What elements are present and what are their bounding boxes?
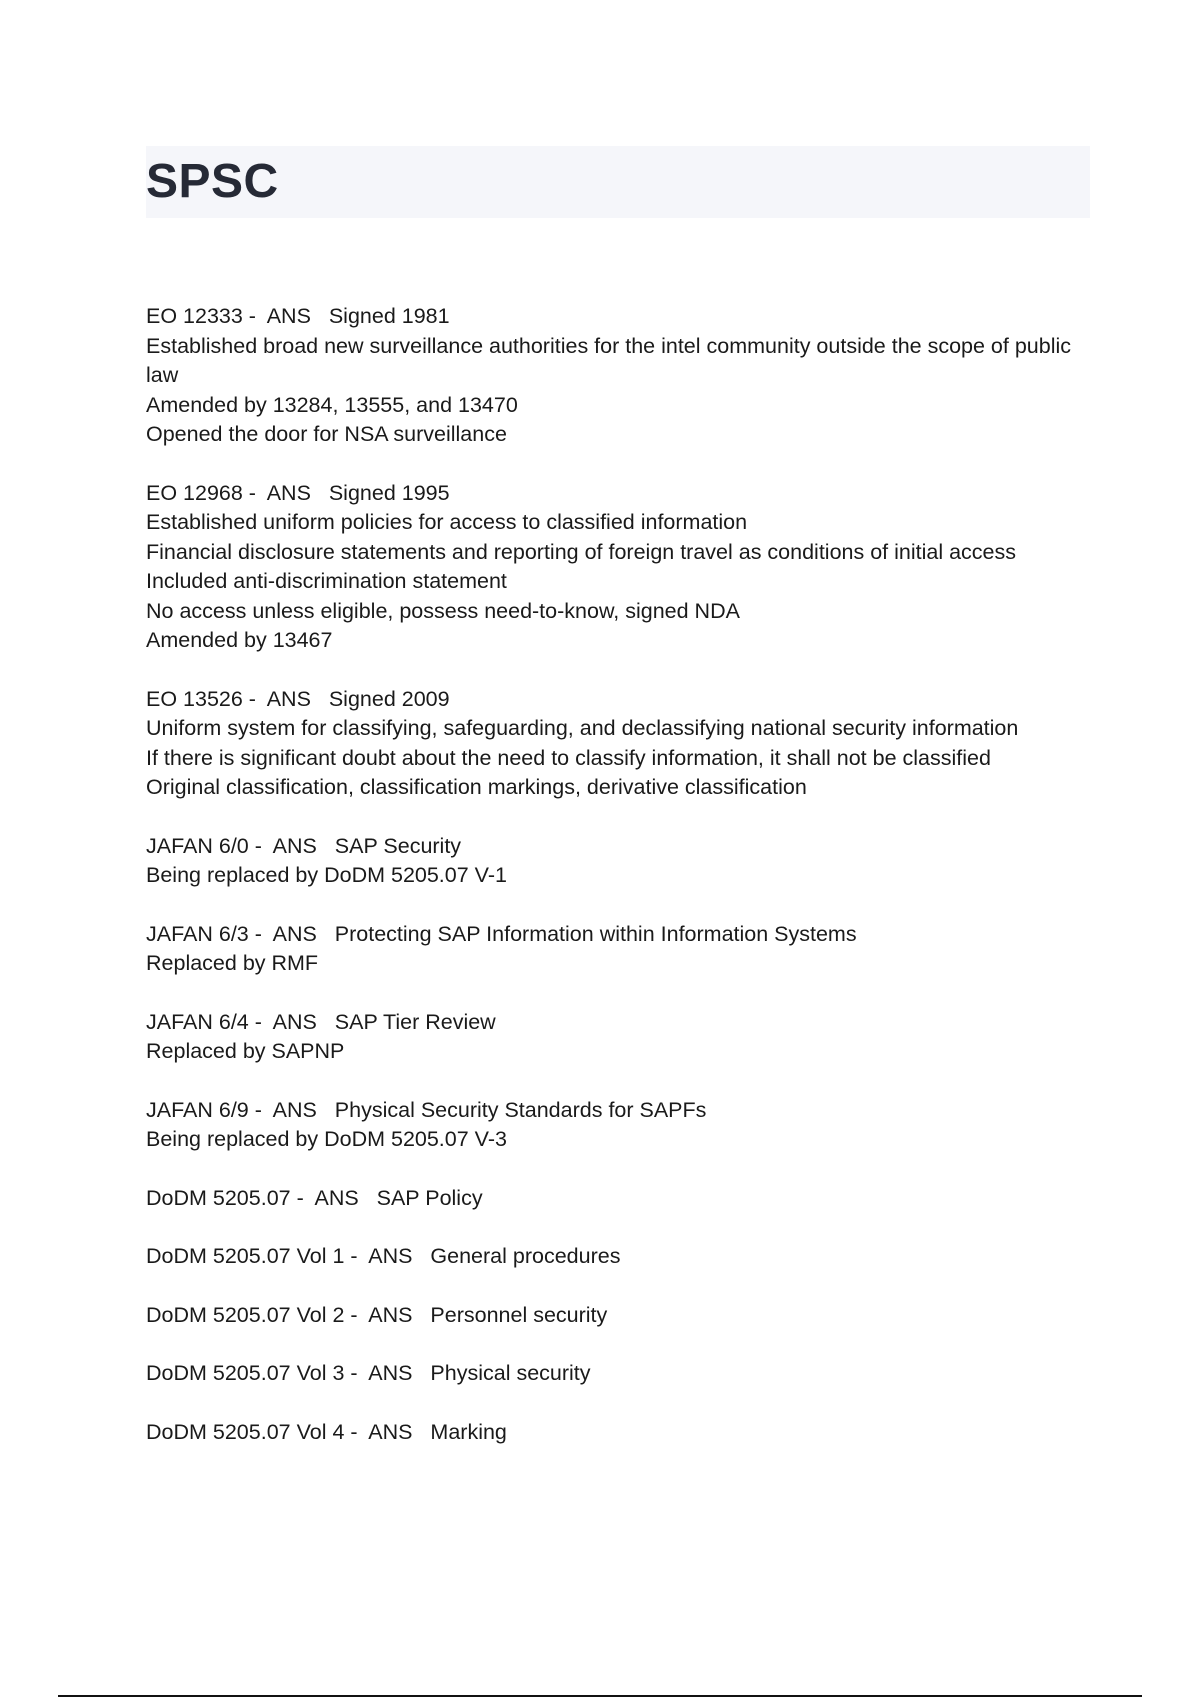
entry-heading: EO 13526 - ANS Signed 2009 xyxy=(146,686,450,711)
entry-heading: DoDM 5205.07 Vol 3 - ANS Physical security xyxy=(146,1361,591,1385)
document-entry xyxy=(146,920,1106,979)
entry-detail-line: Established broad new surveillance authorities for the intel community outside the scope of public law xyxy=(146,333,1072,387)
document-entry xyxy=(146,1242,1106,1272)
entry-detail-line: Financial disclosure statements and reporting of foreign travel as conditions of initial access xyxy=(146,539,1017,564)
entry-detail-line: Included anti-discrimination statement xyxy=(146,569,507,593)
entry-detail-line: Original classification, classification markings, derivative classification xyxy=(146,775,807,799)
entry-detail-line: Established uniform policies for access to classified information xyxy=(146,510,748,534)
entry-heading: JAFAN 6/3 - ANS Protecting SAP Information within Information Systems xyxy=(146,921,857,946)
entry-heading: JAFAN 6/9 - ANS Physical Security Standards for SAPFs xyxy=(146,1097,707,1122)
document-entry xyxy=(146,832,1106,891)
document-entry xyxy=(146,1184,1106,1214)
entry-heading: DoDM 5205.07 Vol 2 - ANS Personnel security xyxy=(146,1302,608,1327)
entry-detail-line: Amended by 13467 xyxy=(146,628,333,652)
document-entry xyxy=(146,1008,1106,1067)
entry-detail-line: Being replaced by DoDM 5205.07 V-3 xyxy=(146,1127,507,1151)
document-entry xyxy=(146,1418,1106,1448)
entry-heading: JAFAN 6/4 - ANS SAP Tier Review xyxy=(146,1009,496,1034)
entry-heading: DoDM 5205.07 - ANS SAP Policy xyxy=(146,1185,483,1210)
page-title: SPSC xyxy=(146,155,279,208)
entry-heading: EO 12968 - ANS Signed 1995 xyxy=(146,480,450,505)
document-entry xyxy=(146,302,1106,450)
entry-detail-line: Being replaced by DoDM 5205.07 V-1 xyxy=(146,863,507,887)
document-entry xyxy=(146,1096,1106,1155)
entry-heading: DoDM 5205.07 Vol 4 - ANS Marking xyxy=(146,1419,507,1444)
entry-detail-line: No access unless eligible, possess need-to-know, signed NDA xyxy=(146,598,740,623)
entry-list xyxy=(146,302,1106,1476)
entry-heading: DoDM 5205.07 Vol 1 - ANS General procedures xyxy=(146,1244,621,1268)
entry-detail-line: Opened the door for NSA surveillance xyxy=(146,422,507,446)
entry-detail-line: Amended by 13284, 13555, and 13470 xyxy=(146,392,518,417)
document-entry xyxy=(146,479,1106,656)
document-entry xyxy=(146,1301,1106,1331)
entry-detail-line: Replaced by RMF xyxy=(146,951,319,975)
page-footer-rule xyxy=(58,1695,1142,1697)
entry-detail-line: If there is significant doubt about the need to classify information, it shall not be classified xyxy=(146,745,991,770)
entry-heading: JAFAN 6/0 - ANS SAP Security xyxy=(146,833,462,858)
title-banner xyxy=(146,146,1090,218)
entry-detail-line: Uniform system for classifying, safeguarding, and declassifying national security information xyxy=(146,716,1019,740)
entry-heading: EO 12333 - ANS Signed 1981 xyxy=(146,304,450,328)
document-entry xyxy=(146,685,1106,803)
entry-detail-line: Replaced by SAPNP xyxy=(146,1039,345,1063)
document-entry xyxy=(146,1359,1106,1389)
